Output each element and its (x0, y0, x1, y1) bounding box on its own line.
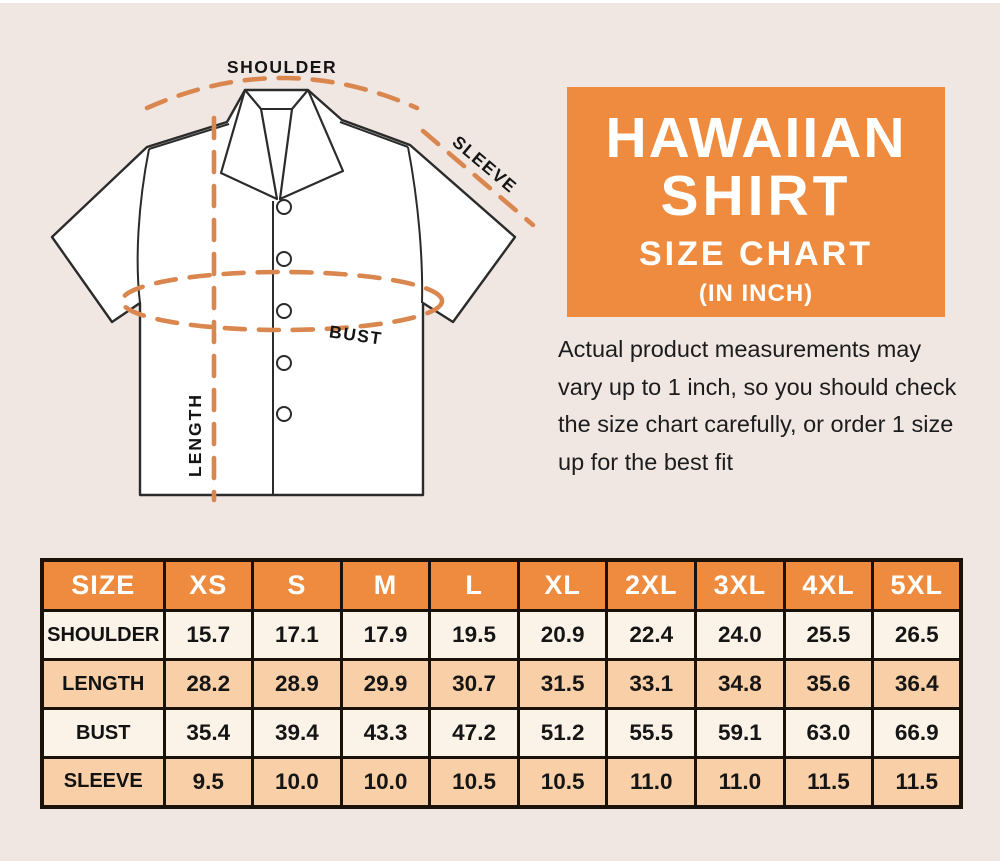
measurement-cell: 43.3 (341, 709, 430, 758)
column-header-size: SIZE (42, 560, 164, 611)
measurement-cell: 10.5 (430, 758, 519, 807)
button (277, 407, 291, 421)
measurement-cell: 28.2 (164, 660, 253, 709)
button (277, 200, 291, 214)
table-row-length (42, 660, 961, 709)
button (277, 304, 291, 318)
measurement-cell: 11.5 (873, 758, 962, 807)
measurement-cell: 10.0 (341, 758, 430, 807)
measurement-cell: 39.4 (253, 709, 342, 758)
button (277, 252, 291, 266)
column-header-5xl: 5XL (873, 560, 962, 611)
column-header-4xl: 4XL (784, 560, 873, 611)
measurement-cell: 19.5 (430, 611, 519, 660)
title-line1: HAWAIIAN (605, 106, 907, 170)
title-line2: SHIRT (660, 164, 852, 228)
shirt-measurement-diagram (25, 45, 545, 545)
size-table (40, 558, 963, 809)
column-header-3xl: 3XL (696, 560, 785, 611)
measurement-cell: 33.1 (607, 660, 696, 709)
measurement-cell: 10.5 (518, 758, 607, 807)
button (277, 356, 291, 370)
length-label: LENGTH (185, 393, 205, 477)
measurement-cell: 34.8 (696, 660, 785, 709)
column-header-xs: XS (164, 560, 253, 611)
row-label: BUST (42, 709, 164, 758)
table-header-row (42, 560, 961, 611)
measurement-cell: 55.5 (607, 709, 696, 758)
measurement-cell: 9.5 (164, 758, 253, 807)
measurement-cell: 35.4 (164, 709, 253, 758)
shoulder-label: SHOULDER (226, 57, 338, 77)
measurement-cell: 10.0 (253, 758, 342, 807)
unit-note: (IN INCH) (698, 280, 814, 307)
measurement-cell: 59.1 (696, 709, 785, 758)
shirt-outline (52, 90, 515, 495)
bust-label: BUST (327, 321, 384, 349)
measurement-cell: 11.0 (696, 758, 785, 807)
subtitle: SIZE CHART (639, 235, 873, 273)
sleeve-label: SLEEVE (448, 131, 522, 198)
measurement-cell: 11.5 (784, 758, 873, 807)
measurement-cell: 51.2 (518, 709, 607, 758)
measurement-cell: 11.0 (607, 758, 696, 807)
measurement-cell: 35.6 (784, 660, 873, 709)
measurement-cell: 20.9 (518, 611, 607, 660)
measurement-cell: 29.9 (341, 660, 430, 709)
column-header-2xl: 2XL (607, 560, 696, 611)
measurement-cell: 30.7 (430, 660, 519, 709)
table-row-shoulder (42, 611, 961, 660)
title-panel (567, 87, 945, 317)
measurement-cell: 22.4 (607, 611, 696, 660)
column-header-xl: XL (518, 560, 607, 611)
row-label: LENGTH (42, 660, 164, 709)
measurement-cell: 17.1 (253, 611, 342, 660)
top-edge-strip (0, 0, 1000, 3)
measurement-cell: 36.4 (873, 660, 962, 709)
measurement-cell: 31.5 (518, 660, 607, 709)
measurement-cell: 66.9 (873, 709, 962, 758)
column-header-m: M (341, 560, 430, 611)
size-table-body (42, 560, 961, 807)
column-header-s: S (253, 560, 342, 611)
measurement-cell: 15.7 (164, 611, 253, 660)
measurement-cell: 47.2 (430, 709, 519, 758)
measurement-cell: 63.0 (784, 709, 873, 758)
column-header-l: L (430, 560, 519, 611)
measurement-cell: 25.5 (784, 611, 873, 660)
table-row-sleeve (42, 758, 961, 807)
table-row-bust (42, 709, 961, 758)
row-label: SHOULDER (42, 611, 164, 660)
measurement-cell: 24.0 (696, 611, 785, 660)
row-label: SLEEVE (42, 758, 164, 807)
description-text: Actual product measurements may vary up to 1 inch, so you should check the size chart carefully, or order 1 size up for the best fit (558, 336, 957, 475)
measurement-cell: 26.5 (873, 611, 962, 660)
measurement-cell: 28.9 (253, 660, 342, 709)
measurement-cell: 17.9 (341, 611, 430, 660)
